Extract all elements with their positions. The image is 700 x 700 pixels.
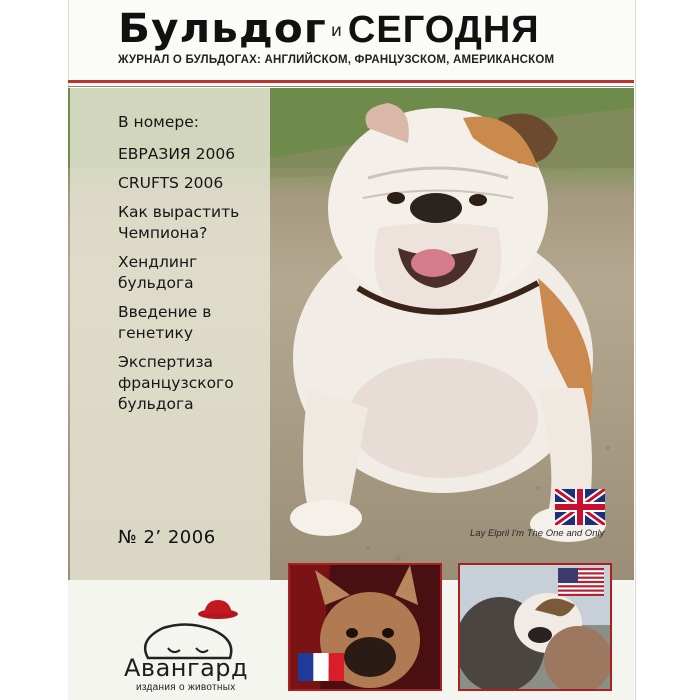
contents-item: Хендлинг бульдога xyxy=(118,253,198,292)
magazine-subtitle: ЖУРНАЛ О БУЛЬДОГАХ: АНГЛИЙСКОМ, ФРАНЦУЗСКОМ, АМЕРИКАНСКОМ xyxy=(118,54,555,66)
contents-item: Введение в генетику xyxy=(118,303,212,342)
masthead-grey-rule xyxy=(68,86,634,87)
usa-flag-icon xyxy=(558,568,604,596)
french-bulldog-photo xyxy=(288,563,442,691)
masthead-red-rule xyxy=(68,80,634,83)
masthead xyxy=(118,6,618,54)
contents-item: ЕВРАЗИЯ 2006 xyxy=(118,145,236,163)
issue-number: № 2’ 2006 xyxy=(118,527,216,548)
magazine-title: Бульдог xyxy=(118,6,327,52)
publisher-tagline: издания о животных xyxy=(136,682,236,693)
contents-item: Экспертиза французского бульдога xyxy=(118,353,234,413)
contents-heading: В номере: xyxy=(118,113,200,131)
title-conjunction: и xyxy=(330,21,342,41)
contents-item: Как вырастить Чемпиона? xyxy=(118,203,240,242)
contents-item: CRUFTS 2006 xyxy=(118,174,224,192)
contents-list xyxy=(118,112,288,423)
american-bulldog-photo xyxy=(458,563,612,691)
publisher-name: Авангард xyxy=(124,654,249,682)
france-flag-icon xyxy=(298,653,344,681)
uk-flag-icon xyxy=(555,489,605,525)
photo-caption: Lay Elpril I'm The One and Only xyxy=(470,528,605,539)
magazine-title-second: СЕГОДНЯ xyxy=(347,9,540,51)
